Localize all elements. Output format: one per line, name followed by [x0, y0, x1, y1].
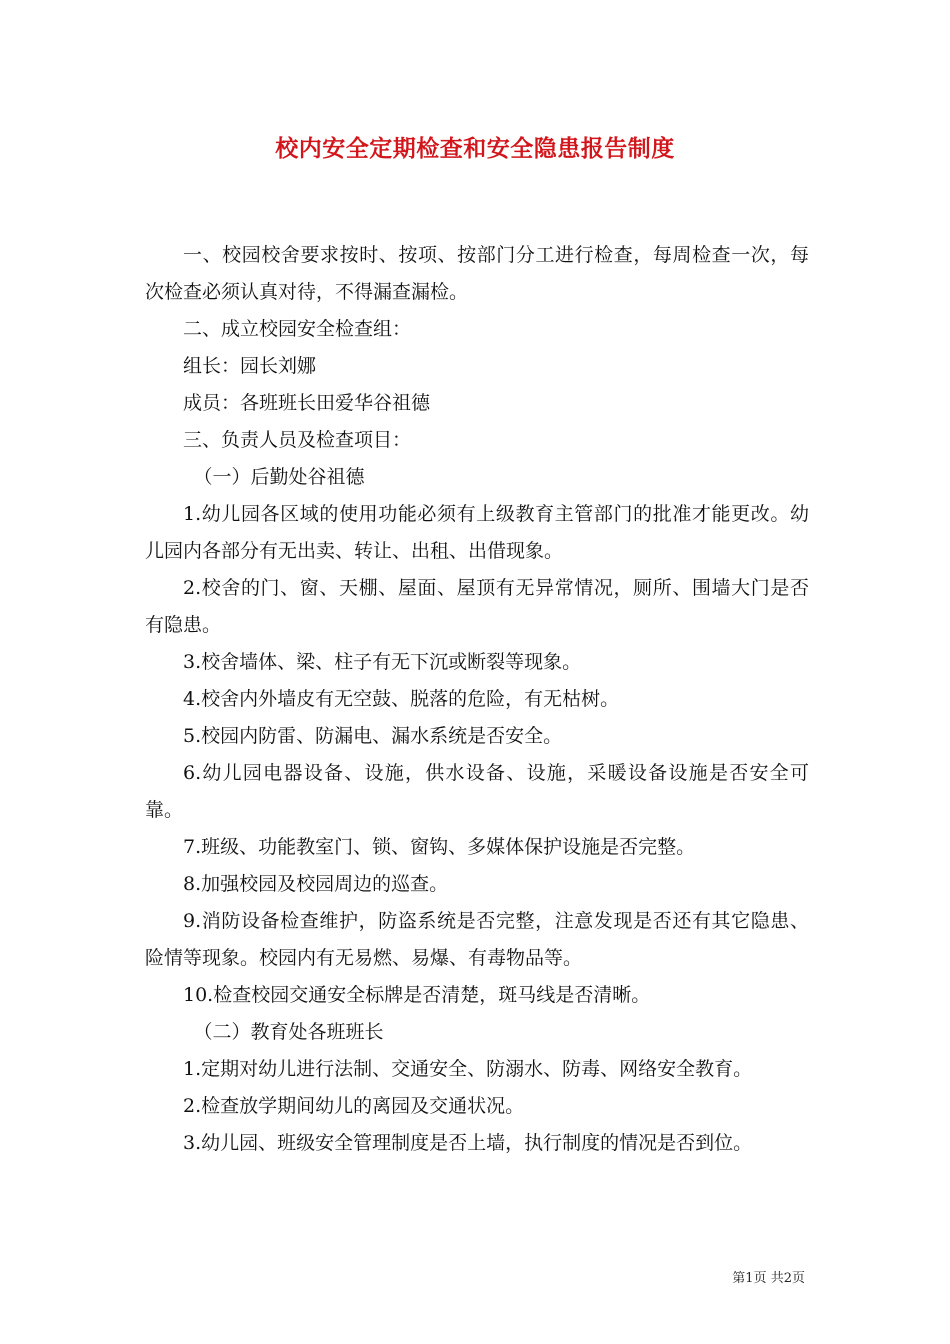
footer-prefix: 第	[732, 1271, 746, 1286]
list-item: 3.校舍墙体、梁、柱子有无下沉或断裂等现象。	[183, 651, 582, 673]
paragraph-section-3: 三、负责人员及检查项目：	[183, 429, 412, 451]
list-item: 10.检查校园交通安全标牌是否清楚，斑马线是否清晰。	[183, 984, 651, 1006]
subheading-education: （二）教育处各班班长	[193, 1021, 384, 1043]
list-item: 3.幼儿园、班级安全管理制度是否上墙，执行制度的情况是否到位。	[183, 1132, 753, 1154]
page-footer	[732, 1270, 805, 1288]
list-item: 7.班级、功能教室门、锁、窗钩、多媒体保护设施是否完整。	[183, 836, 696, 858]
footer-suffix: 页	[791, 1271, 805, 1286]
list-item: 6.幼儿园电器设备、设施，供水设备、设施，采暖设备设施是否安全可靠。	[145, 762, 809, 821]
list-item: 2.校舍的门、窗、天棚、屋面、屋顶有无异常情况，厕所、围墙大门是否有隐患。	[145, 577, 809, 636]
list-item: 9.消防设备检查维护，防盗系统是否完整，注意发现是否还有其它隐患、险情等现象。校园内有无易燃、易爆、有毒物品等。	[145, 910, 809, 969]
footer-middle: 页 共	[753, 1271, 784, 1286]
list-item: 5.校园内防雷、防漏电、漏水系统是否安全。	[183, 725, 563, 747]
list-item: 2.检查放学期间幼儿的离园及交通状况。	[183, 1095, 525, 1117]
document-title: 校内安全定期检查和安全隐患报告制度	[275, 135, 675, 162]
paragraph-section-2: 二、成立校园安全检查组：	[183, 318, 412, 340]
footer-total-pages: 2	[783, 1271, 792, 1286]
subheading-logistics: （一）后勤处谷祖德	[193, 466, 365, 488]
list-item: 1.定期对幼儿进行法制、交通安全、防溺水、防毒、网络安全教育。	[183, 1058, 753, 1080]
list-item: 8.加强校园及校园周边的巡查。	[183, 873, 449, 895]
paragraph-leader: 组长：园长刘娜	[183, 355, 317, 377]
paragraph-section-1: 一、校园校舍要求按时、按项、按部门分工进行检查，每周检查一次，每次检查必须认真对待，不得漏查漏检。	[145, 244, 809, 303]
list-item: 1.幼儿园各区域的使用功能必须有上级教育主管部门的批准才能更改。幼儿园内各部分有无出卖、转让、出租、出借现象。	[145, 503, 809, 562]
list-item: 4.校舍内外墙皮有无空鼓、脱落的危险，有无枯树。	[183, 688, 620, 710]
paragraph-members: 成员：各班班长田爱华谷祖德	[183, 392, 431, 414]
footer-current-page: 1	[745, 1271, 754, 1286]
document-body	[145, 237, 809, 1162]
